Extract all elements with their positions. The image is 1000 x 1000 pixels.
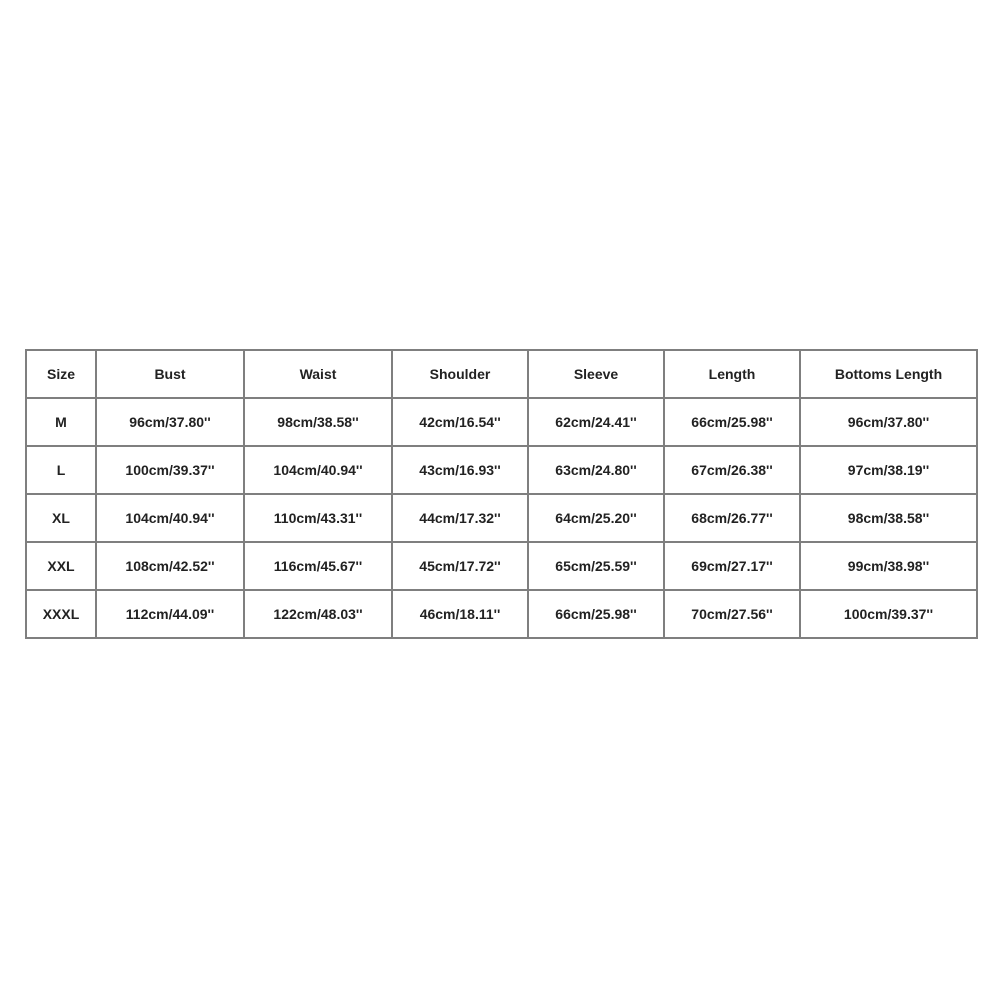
header-sleeve: Sleeve (528, 350, 664, 398)
cell-bust: 108cm/42.52'' (96, 542, 244, 590)
cell-waist: 110cm/43.31'' (244, 494, 392, 542)
cell-size: XL (26, 494, 96, 542)
size-chart-body (26, 398, 977, 638)
header-waist: Waist (244, 350, 392, 398)
table-row (26, 542, 977, 590)
cell-length: 68cm/26.77'' (664, 494, 800, 542)
table-row (26, 446, 977, 494)
cell-length: 66cm/25.98'' (664, 398, 800, 446)
cell-size: XXXL (26, 590, 96, 638)
cell-waist: 98cm/38.58'' (244, 398, 392, 446)
cell-bottoms-length: 100cm/39.37'' (800, 590, 977, 638)
cell-bottoms-length: 97cm/38.19'' (800, 446, 977, 494)
cell-waist: 104cm/40.94'' (244, 446, 392, 494)
table-row (26, 398, 977, 446)
header-bust: Bust (96, 350, 244, 398)
cell-bust: 112cm/44.09'' (96, 590, 244, 638)
cell-shoulder: 46cm/18.11'' (392, 590, 528, 638)
header-bottoms-length: Bottoms Length (800, 350, 977, 398)
table-row (26, 494, 977, 542)
cell-shoulder: 43cm/16.93'' (392, 446, 528, 494)
cell-waist: 122cm/48.03'' (244, 590, 392, 638)
header-length: Length (664, 350, 800, 398)
size-chart-table (25, 349, 978, 639)
cell-sleeve: 65cm/25.59'' (528, 542, 664, 590)
cell-sleeve: 66cm/25.98'' (528, 590, 664, 638)
cell-shoulder: 42cm/16.54'' (392, 398, 528, 446)
header-shoulder: Shoulder (392, 350, 528, 398)
cell-size: XXL (26, 542, 96, 590)
cell-sleeve: 64cm/25.20'' (528, 494, 664, 542)
table-row (26, 590, 977, 638)
cell-length: 67cm/26.38'' (664, 446, 800, 494)
cell-length: 70cm/27.56'' (664, 590, 800, 638)
cell-bottoms-length: 99cm/38.98'' (800, 542, 977, 590)
cell-bottoms-length: 98cm/38.58'' (800, 494, 977, 542)
header-row (26, 350, 977, 398)
cell-length: 69cm/27.17'' (664, 542, 800, 590)
cell-bust: 100cm/39.37'' (96, 446, 244, 494)
cell-shoulder: 45cm/17.72'' (392, 542, 528, 590)
cell-shoulder: 44cm/17.32'' (392, 494, 528, 542)
header-size: Size (26, 350, 96, 398)
cell-waist: 116cm/45.67'' (244, 542, 392, 590)
size-chart-header (26, 350, 977, 398)
cell-size: M (26, 398, 96, 446)
cell-size: L (26, 446, 96, 494)
cell-bust: 96cm/37.80'' (96, 398, 244, 446)
cell-bust: 104cm/40.94'' (96, 494, 244, 542)
cell-sleeve: 63cm/24.80'' (528, 446, 664, 494)
cell-sleeve: 62cm/24.41'' (528, 398, 664, 446)
cell-bottoms-length: 96cm/37.80'' (800, 398, 977, 446)
